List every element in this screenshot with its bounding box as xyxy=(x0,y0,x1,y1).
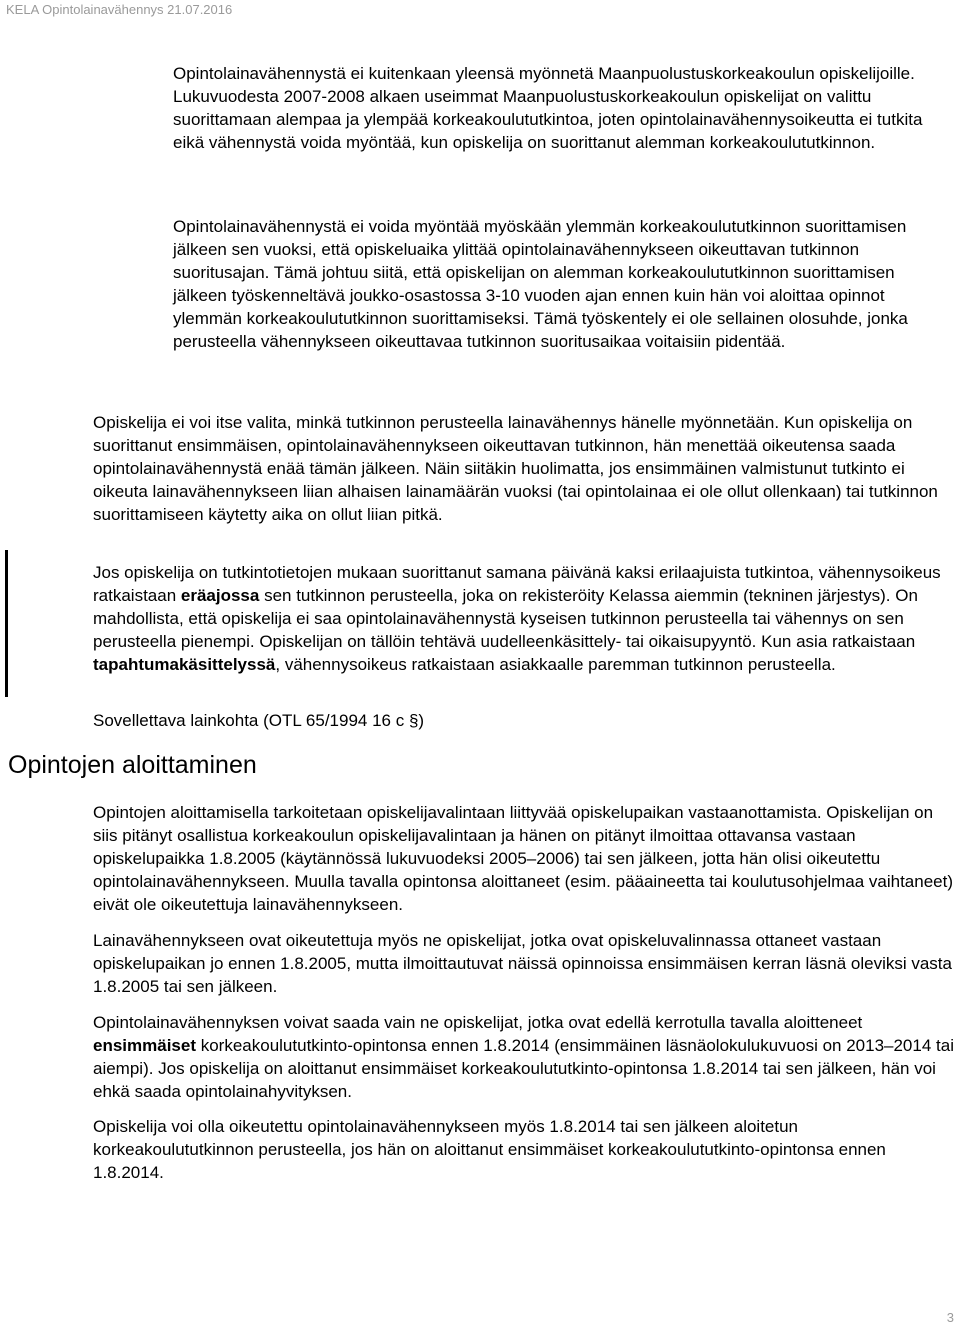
paragraph-degree-selection: Opiskelija ei voi itse valita, minkä tutkinnon perusteella lainavähennys hänelle myönnetään. Kun opiskelija on suorittanut ensimmäisen, opintolainavähennykseen oikeuttavan tutkinnon, hän menettää oikeutensa saada opintolainavähennystä enää tämän jälkeen. Näin siitäkin huolimatta, jos ensimmäinen valmistunut tutkinto ei oikeuta lainavähennykseen liian alhaisen lainamäärän vuoksi (tai opintolainaa ei ole ollut ollenkaan) tai tutkinnon suorittamiseen käytetty aika on ollut liian pitkä. xyxy=(93,413,938,524)
paragraph-higher-degree-exception: Opintolainavähennystä ei voida myöntää myöskään ylemmän korkeakoulututkinnon suorittamisen jälkeen sen vuoksi, että opiskeluaika ylittää opintolainavähennykseen oikeuttavan tutkinnon suoritusajan. Tämä johtuu siitä, että opiskelijan on alemman korkeakoulututkinnon suorittamisen jälkeen työskenneltävä joukko-osastossa 3-10 vuoden ajan ennen kuin hän voi aloittaa opinnot ylemmän korkeakoulututkinnon suorittamiseksi. Tämä työskentely ei ole sellainen olosuhde, jonka perusteella vähennykseen oikeuttavaa tutkinnon suoritusaikaa voitaisiin pidentää. xyxy=(173,217,908,351)
page-number: 3 xyxy=(946,1310,954,1325)
bold-term-first: ensimmäiset xyxy=(93,1036,196,1055)
paragraph-early-acceptance: Lainavähennykseen ovat oikeutettuja myös ne opiskelijat, jotka ovat opiskeluvalinnassa ottaneet vastaan opiskelupaikan jo ennen 1.8.2005, mutta ilmoittautuvat näissä opinnoissa ensimmäisen kerran läsnä oleviksi vasta 1.8.2005 tai sen jälkeen. xyxy=(93,931,952,996)
paragraph-later-degree: Opiskelija voi olla oikeutettu opintolainavähennykseen myös 1.8.2014 tai sen jälkeen aloitetun korkeakoulututkinnon perusteella, jos hän on aloittanut ensimmäiset korkeakoulututkinto-opintonsa ennen 1.8.2014. xyxy=(93,1117,886,1182)
law-reference: Sovellettava lainkohta (OTL 65/1994 16 c §) xyxy=(93,711,425,730)
running-header-title: KELA Opintolainavähennys 21.07.2016 xyxy=(6,2,233,17)
paragraph-mpkk-exception: Opintolainavähennystä ei kuitenkaan yleensä myönnetä Maanpuolustuskorkeakoulun opiskelijoille. Lukuvuodesta 2007-2008 alkaen useimmat Maanpuolustuskorkeakoulun opiskelijat on valittu suorittamaan alempaa ja ylempää korkeakoulututkintoa, joten opintolainavähennysoikeutta ei tutkita eikä vähennystä voida myöntää, kun opiskelija on suorittanut alemman korkeakoulututkinnon. xyxy=(173,64,923,152)
paragraph-same-day-degrees: Jos opiskelija on tutkintotietojen mukaan suorittanut samana päivänä kaksi erilaajuista tutkintoa, vähennysoikeus ratkaistaan eräajossa sen tutkinnon perusteella, joka on rekisteröity Kelassa aiemmin (tekninen järjestys). On mahdollista, että opiskelija ei saa opintolainavähennystä kyseisen tutkinnon perusteella tai vähennys on sen perusteella pienempi. Opiskelijan on tällöin tehtävä uudelleenkäsittely- tai oikaisupyyntö. Kun asia ratkaistaan tapahtumakäsittelyssä, vähennysoikeus ratkaistaan asiakkaalle paremman tutkinnon perusteella. xyxy=(93,563,941,674)
bold-term-batch-run: eräajossa xyxy=(180,586,260,605)
paragraph-first-studies: Opintolainavähennyksen voivat saada vain ne opiskelijat, jotka ovat edellä kerrotulla tavalla aloitteneet ensimmäiset korkeakoulututkinto-opintonsa ennen 1.8.2014 (ensimmäinen läsnäolokulukuvuosi on 2013–2014 tai aiempi). Jos opiskelija on aloittanut ensimmäiset korkeakoulututkinto-opintonsa 1.8.2014 tai sen jälkeen, hän voi ehkä saada opintolainahyvityksen. xyxy=(93,1013,954,1101)
section-heading: Opintojen aloittaminen xyxy=(8,751,257,779)
paragraph-start-definition: Opintojen aloittamisella tarkoitetaan opiskelijavalintaan liittyvää opiskelupaikan vastaanottamista. Opiskelijan on siis pitänyt osallistua korkeakoulun opiskelijavalintaan ja hänen on pitänyt ilmoittaa ottavansa vastaan opiskelupaikka 1.8.2005 (käytännössä lukuvuodeksi 2005–2006) tai sen jälkeen, jotta hän olisi oikeutettu opintolainavähennykseen. Muulla tavalla opintonsa aloittaneet (esim. pääaineetta tai koulutusohjelmaa vaihtaneet) eivät ole oikeutettuja lainavähennykseen. xyxy=(93,803,954,914)
bold-term-event-processing: tapahtumakäsittelyssä xyxy=(93,655,276,674)
revision-change-bar xyxy=(5,550,8,697)
page-header xyxy=(0,0,960,22)
